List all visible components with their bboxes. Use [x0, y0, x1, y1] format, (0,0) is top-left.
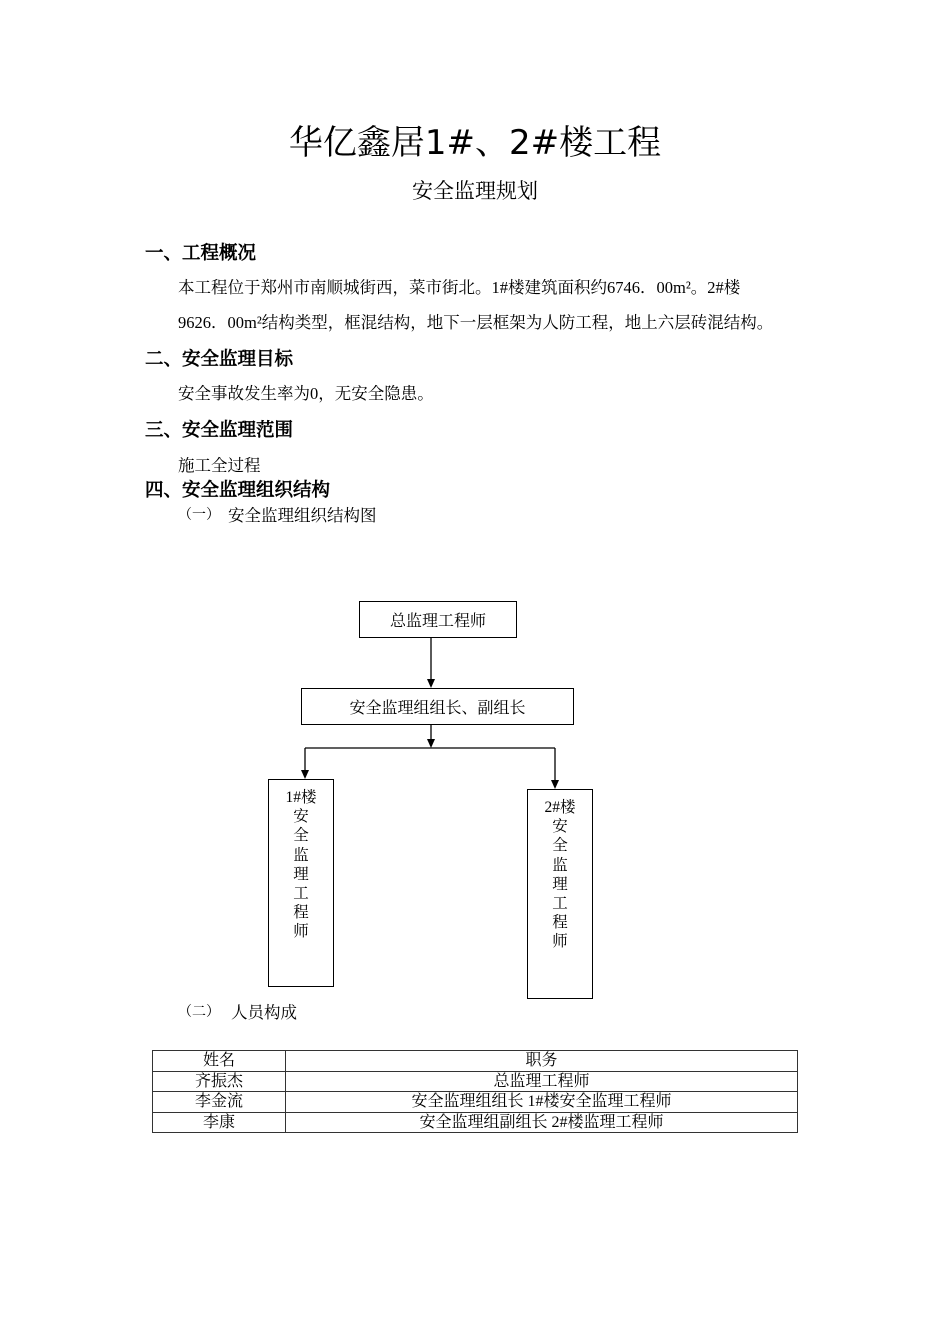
table-cell-position: 总监理工程师 [286, 1071, 798, 1092]
org-box-building-2-line: 2#楼 [544, 799, 576, 816]
table-row [153, 1071, 798, 1092]
org-box-group-leader [301, 688, 574, 725]
arrowhead-building-2 [551, 780, 559, 789]
org-box-building-2-engineer [527, 789, 593, 999]
org-box-building-1-line: 安 [293, 808, 309, 826]
section-1-paragraph-line-1: 本工程位于郑州市南顺城街西，菜市街北。1#楼建筑面积约6746．00m²。2#楼 [178, 278, 741, 297]
org-box-building-2-line: 全 [552, 837, 568, 855]
org-box-building-1-line: 理 [293, 865, 309, 883]
table-cell-position: 安全监理组副组长 2#楼监理工程师 [286, 1112, 798, 1133]
section-1-heading: 一、工程概况 [145, 243, 257, 264]
table-cell-name: 李金流 [153, 1092, 286, 1113]
org-box-building-1-line: 全 [293, 827, 309, 845]
org-box-building-2-line: 师 [552, 933, 568, 951]
table-cell-name: 李康 [153, 1112, 286, 1133]
section-2-text: 安全事故发生率为0，无安全隐患。 [178, 384, 434, 403]
org-box-building-1-line: 1#楼 [285, 789, 317, 806]
arrowhead-leader [427, 679, 435, 688]
document-title: 华亿鑫居1#、2#楼工程 [288, 123, 662, 163]
subsection-1-number: （一） [178, 508, 220, 523]
table-header-row [153, 1051, 798, 1072]
section-3-text: 施工全过程 [178, 456, 261, 475]
org-box-building-2-line: 安 [552, 818, 568, 836]
org-box-building-2-line: 理 [552, 875, 568, 893]
section-1-paragraph-line-2: 9626．00m²结构类型，框混结构，地下一层框架为人防工程，地上六层砖混结构。 [178, 313, 774, 332]
table-header-name: 姓名 [153, 1051, 286, 1072]
org-box-building-1-line: 程 [293, 904, 309, 922]
table-cell-position: 安全监理组组长 1#楼安全监理工程师 [286, 1092, 798, 1113]
arrowhead-branch [427, 739, 435, 748]
table-row [153, 1112, 798, 1133]
org-box-building-2-line: 工 [552, 894, 568, 912]
section-4-heading: 四、安全监理组织结构 [145, 480, 331, 501]
org-box-building-2-line: 监 [552, 856, 568, 874]
table-cell-name: 齐振杰 [153, 1071, 286, 1092]
section-3-heading: 三、安全监理范围 [145, 420, 294, 441]
org-box-chief-engineer [359, 601, 517, 638]
subsection-2-title: 人员构成 [231, 1003, 297, 1022]
org-box-group-leader-label: 安全监理组组长、副组长 [349, 700, 526, 717]
org-box-building-1-line: 工 [293, 884, 309, 902]
org-box-building-1-engineer [268, 779, 334, 987]
org-box-chief-engineer-label: 总监理工程师 [389, 613, 486, 630]
table-header-position: 职务 [286, 1051, 798, 1072]
section-2-heading: 二、安全监理目标 [145, 349, 294, 370]
subsection-2-number: （二） [178, 1005, 220, 1020]
table-row [153, 1092, 798, 1113]
staff-table [152, 1050, 798, 1133]
org-box-building-1-line: 师 [293, 923, 309, 941]
document-subtitle: 安全监理规划 [412, 179, 538, 203]
org-box-building-1-line: 监 [293, 846, 309, 864]
subsection-1-title: 安全监理组织结构图 [228, 506, 377, 525]
org-box-building-2-line: 程 [552, 914, 568, 932]
arrowhead-building-1 [301, 770, 309, 779]
